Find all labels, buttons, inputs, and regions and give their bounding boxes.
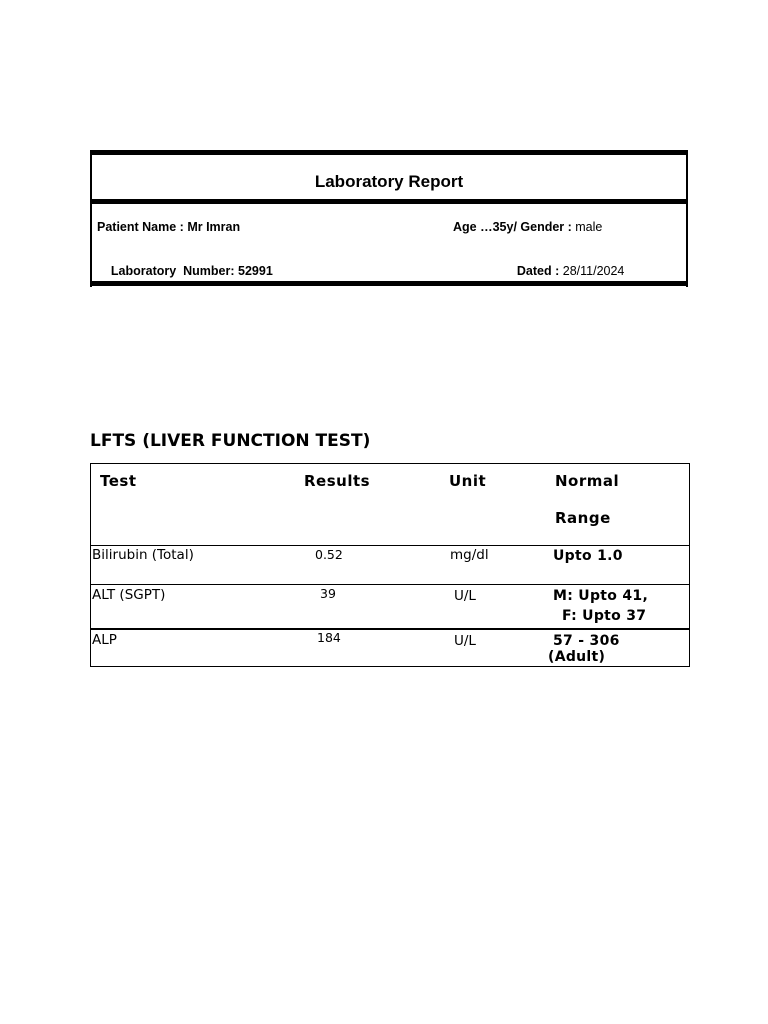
row2-range-line2: F: Upto 37 <box>562 608 647 624</box>
row3-result: 184 <box>317 630 341 645</box>
row3-range-line1: 57 - 306 <box>553 633 620 649</box>
row1-test: Bilirubin (Total) <box>92 547 194 563</box>
dated-line <box>503 250 624 292</box>
header-test: Test <box>100 472 137 490</box>
lab-number-line <box>97 250 273 292</box>
row-divider <box>91 584 689 585</box>
row1-result: 0.52 <box>315 547 343 562</box>
dated-label: Dated : <box>516 264 563 278</box>
header-normal: Normal <box>555 472 620 490</box>
gender-value: male <box>575 220 603 234</box>
date-value: 28/11/2024 <box>562 264 625 278</box>
row2-result: 39 <box>320 586 336 601</box>
row3-test: ALP <box>92 632 117 648</box>
report-header-box <box>90 150 688 287</box>
row-divider <box>91 628 689 630</box>
row3-unit: U/L <box>454 633 476 649</box>
age-gender-line <box>453 220 602 234</box>
lab-number-label: Laboratory Number: <box>110 264 239 278</box>
row2-test: ALT (SGPT) <box>92 587 166 603</box>
title-rule <box>92 199 686 204</box>
row3-range-line2: (Adult) <box>548 649 606 665</box>
row1-unit: mg/dl <box>450 547 489 563</box>
patient-name-value: Mr Imran <box>187 220 241 234</box>
report-title: Laboratory Report <box>314 172 464 191</box>
row2-unit: U/L <box>454 588 476 604</box>
header-unit: Unit <box>449 472 487 490</box>
patient-name-line <box>97 220 240 234</box>
row2-range-line1: M: Upto 41, <box>553 588 649 604</box>
section-title: LFTS (LIVER FUNCTION TEST) <box>90 431 371 451</box>
row1-range: Upto 1.0 <box>553 548 623 564</box>
age-gender-label: Age …35y/ Gender : <box>453 220 576 234</box>
header-results: Results <box>304 472 371 490</box>
patient-name-label: Patient Name : <box>97 220 188 234</box>
lft-table <box>90 463 690 667</box>
lab-number-value: 52991 <box>238 264 273 278</box>
top-rule <box>92 150 686 155</box>
header-range: Range <box>555 509 611 527</box>
